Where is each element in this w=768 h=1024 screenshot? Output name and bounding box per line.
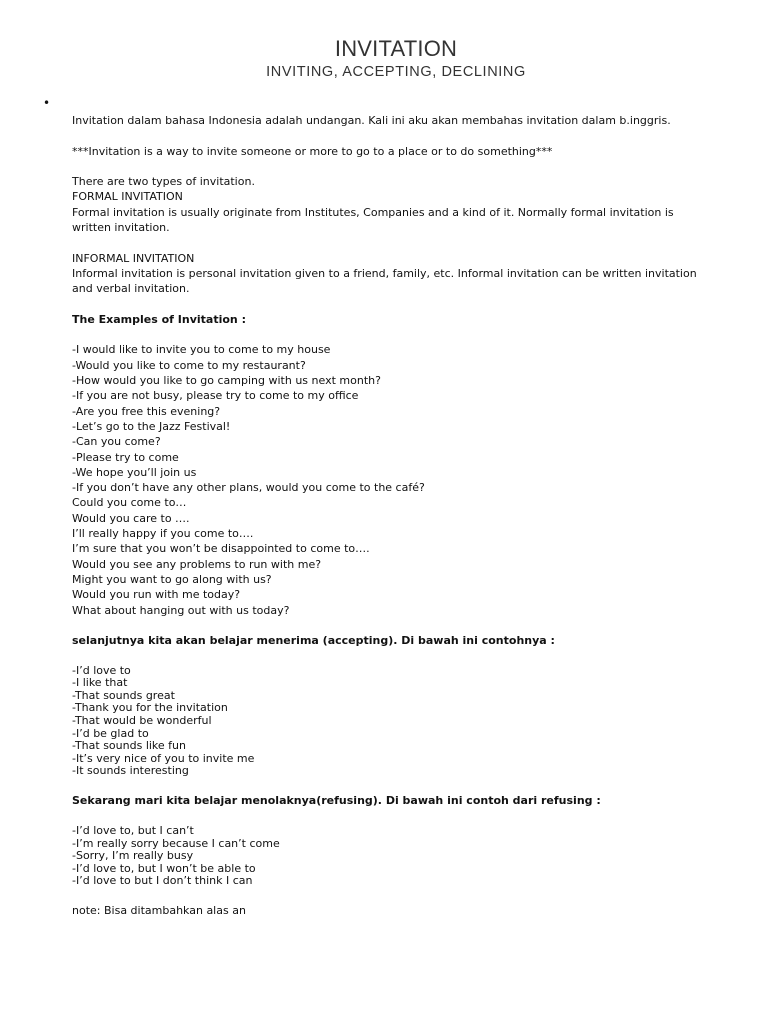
list-item: -How would you like to go camping with us next month? — [72, 374, 381, 388]
list-item: -Sorry, I’m really busy — [72, 849, 194, 863]
formal-text: Formal invitation is usually originate from Institutes, Companies and a kind of it. Normally formal invitation is written invitation. — [72, 205, 674, 235]
list-item: -Would you like to come to my restaurant? — [72, 358, 306, 372]
definition-line: ***Invitation is a way to invite someone or more to go to a place or to do something*** — [72, 144, 553, 158]
list-item: Would you care to …. — [72, 511, 190, 525]
examples-heading: The Examples of Invitation : — [72, 312, 246, 326]
list-item: I’m sure that you won’t be disappointed to come to…. — [72, 542, 370, 556]
list-item: -I’d love to but I don’t think I can — [72, 874, 253, 888]
list-item: -If you don’t have any other plans, would you come to the café? — [72, 481, 425, 495]
list-item: Would you run with me today? — [72, 588, 241, 602]
list-item: Might you want to go along with us? — [72, 572, 272, 586]
accepting-heading: selanjutnya kita akan belajar menerima (accepting). Di bawah ini contohnya : — [72, 634, 555, 648]
list-item: I’ll really happy if you come to…. — [72, 527, 254, 541]
list-item: -Are you free this evening? — [72, 404, 221, 418]
document-body — [72, 113, 712, 918]
list-item: -I’d love to, but I can’t — [72, 823, 194, 837]
list-item: -I would like to invite you to come to my house — [72, 343, 331, 357]
examples-list — [72, 342, 712, 617]
formal-heading: FORMAL INVITATION — [72, 190, 183, 204]
refusing-list — [72, 825, 712, 888]
page-subtitle: INVITING, ACCEPTING, DECLINING — [266, 64, 526, 80]
list-item: -We hope you’ll join us — [72, 465, 197, 479]
list-item: -That sounds great — [72, 688, 175, 702]
informal-heading: INFORMAL INVITATION — [72, 251, 195, 265]
list-item: -Let’s go to the Jazz Festival! — [72, 419, 231, 433]
list-item: -I’m really sorry because I can’t come — [72, 836, 280, 850]
list-item: -It’s very nice of you to invite me — [72, 751, 255, 765]
accepting-list — [72, 665, 712, 778]
note-line: note: Bisa ditambahkan alas an — [72, 904, 246, 918]
list-item: -Thank you for the invitation — [72, 701, 228, 715]
informal-text: Informal invitation is personal invitation given to a friend, family, etc. Informal invitation can be written invitation and verbal invitation. — [72, 266, 697, 296]
list-item: Could you come to… — [72, 496, 187, 510]
bullet-marker: • — [43, 96, 51, 110]
list-item: -It sounds interesting — [72, 764, 189, 778]
list-item: -I like that — [72, 676, 128, 690]
list-item: -I’d be glad to — [72, 726, 149, 740]
list-item: -I’d love to, but I won’t be able to — [72, 861, 256, 875]
refusing-heading: Sekarang mari kita belajar menolaknya(refusing). Di bawah ini contoh dari refusing : — [72, 794, 601, 808]
types-line: There are two types of invitation. — [72, 175, 255, 189]
list-item: -I’d love to — [72, 663, 131, 677]
page-title: INVITATION — [334, 36, 458, 61]
list-item: -That sounds like fun — [72, 739, 186, 753]
list-item: -Can you come? — [72, 435, 161, 449]
intro-line: Invitation dalam bahasa Indonesia adalah undangan. Kali ini aku akan membahas invitation dalam b.inggris. — [72, 114, 671, 127]
list-item: Would you see any problems to run with me? — [72, 557, 322, 571]
list-item: -Please try to come — [72, 450, 179, 464]
list-item: What about hanging out with us today? — [72, 603, 290, 617]
list-item: -That would be wonderful — [72, 714, 212, 728]
list-item: -If you are not busy, please try to come to my office — [72, 389, 359, 403]
